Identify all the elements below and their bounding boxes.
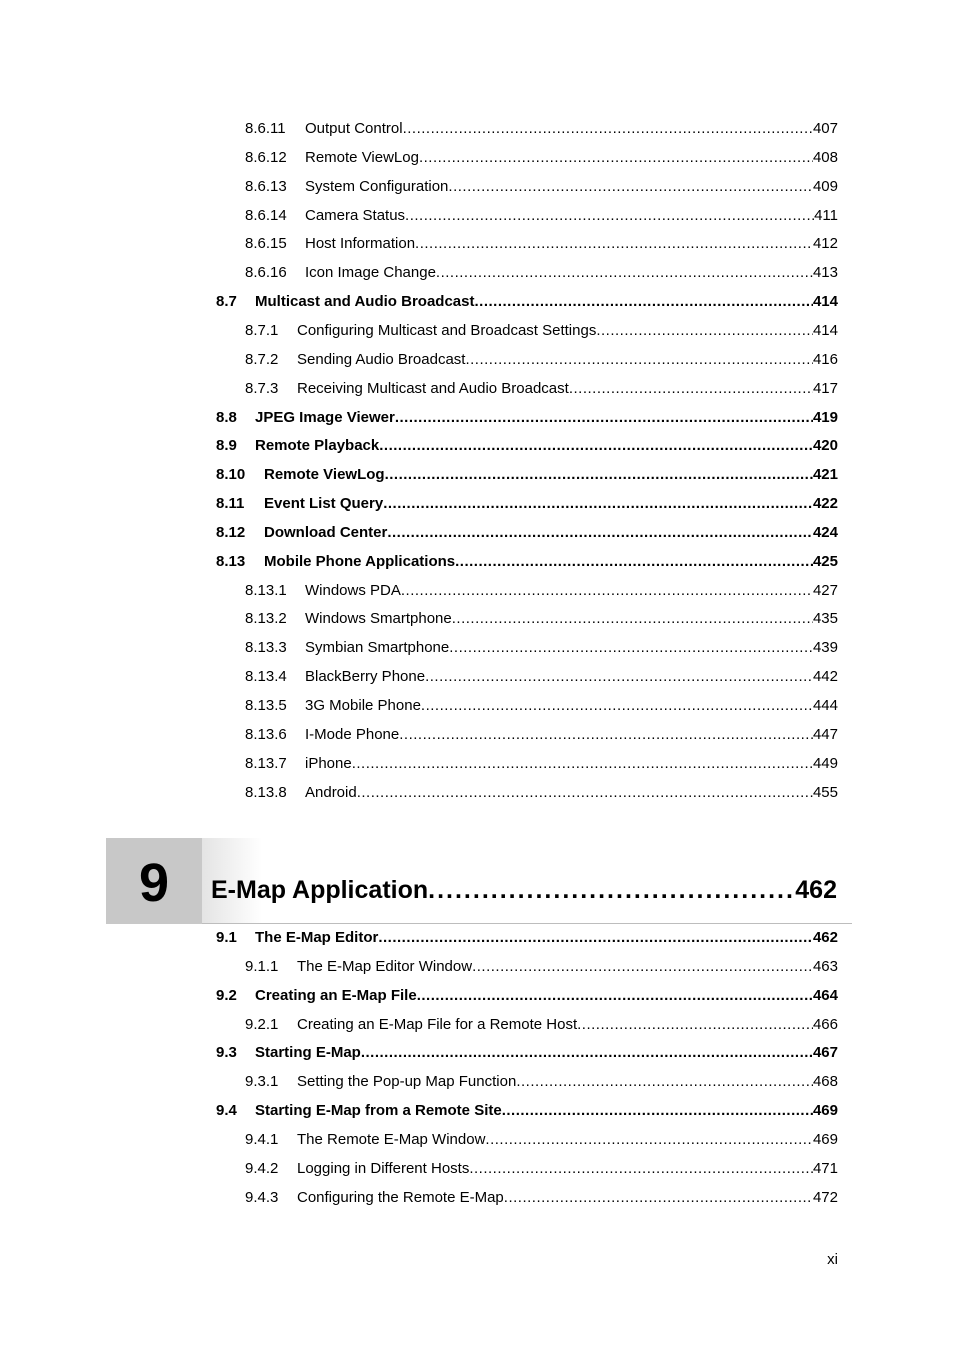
toc-entry[interactable] [245, 1187, 838, 1209]
toc-entry[interactable] [245, 637, 838, 659]
toc-entry-title: Remote Playback [255, 437, 380, 455]
leader-dots [469, 1158, 813, 1180]
toc-entry-title: Windows Smartphone [305, 610, 452, 628]
toc-entry-number: 8.13.3 [245, 639, 287, 657]
toc-entry-page: 435 [812, 610, 838, 628]
toc-entry-page: 409 [812, 177, 838, 195]
leader-dots [401, 580, 813, 602]
toc-entry-title: Configuring Multicast and Broadcast Settings [297, 321, 597, 339]
toc-entry-number: 8.7.3 [245, 379, 279, 397]
toc-entry[interactable] [216, 291, 838, 313]
leader-dots [577, 1014, 813, 1036]
toc-entry-page: 414 [812, 293, 838, 311]
leader-dots [455, 551, 813, 573]
leader-dots [425, 666, 813, 688]
leader-dots [385, 464, 813, 486]
toc-entry-number: 8.6.11 [245, 120, 286, 137]
toc-entry-number: 8.13.5 [245, 697, 287, 714]
toc-entry[interactable] [245, 233, 838, 255]
toc-entry-number: 8.7.1 [245, 321, 279, 339]
toc-entry-title: Creating an E-Map File for a Remote Host [297, 1015, 578, 1033]
toc-entry[interactable] [245, 666, 838, 688]
leader-dots [448, 176, 813, 198]
toc-entry[interactable] [245, 956, 838, 978]
toc-entry[interactable] [245, 378, 838, 400]
toc-entry[interactable] [245, 1158, 838, 1180]
toc-entry-number: 8.13.8 [245, 783, 287, 801]
toc-entry-title: Icon Image Change [305, 264, 436, 282]
leader-dots [387, 522, 813, 544]
toc-entry-title: Symbian Smartphone [305, 639, 450, 657]
toc-entry-page: 412 [812, 235, 838, 253]
chapter-number: 9 [138, 853, 170, 913]
toc-entry-page: 472 [812, 1188, 838, 1206]
leader-dots [474, 291, 812, 313]
toc-entry-title: Creating an E-Map File [255, 986, 417, 1004]
toc-entry-title: 3G Mobile Phone [305, 697, 421, 714]
leader-dots [419, 147, 813, 169]
toc-entry-title: The E-Map Editor Window [297, 957, 473, 975]
toc-entry-page: 471 [812, 1159, 838, 1177]
toc-entry[interactable] [216, 551, 838, 573]
toc-entry-title: Windows PDA [305, 581, 401, 599]
chapter-number-box [106, 838, 202, 924]
toc-entry[interactable] [245, 1014, 838, 1036]
toc-entry-number: 8.10 [216, 466, 246, 484]
toc-entry-number: 8.13.2 [245, 610, 287, 628]
toc-entry-page: 462 [812, 929, 838, 946]
leader-dots [417, 985, 813, 1007]
toc-entry-title: System Configuration [305, 177, 449, 195]
toc-entry-title: Configuring the Remote E-Map [297, 1188, 504, 1206]
toc-entry[interactable] [245, 205, 838, 227]
toc-entry-page: 442 [812, 668, 838, 686]
leader-dots [569, 378, 813, 400]
toc-entry-page: 408 [812, 148, 838, 166]
toc-entry-number: 9.3.1 [245, 1073, 279, 1091]
leader-dots [421, 695, 813, 717]
leader-dots [502, 1100, 813, 1122]
toc-entry-page: 425 [812, 552, 838, 570]
toc-entry-number: 9.4.3 [245, 1188, 279, 1206]
leader-dots [403, 118, 813, 140]
toc-entry-page: 407 [812, 120, 838, 137]
toc-entry-title: Event List Query [264, 495, 384, 513]
leader-dots [516, 1071, 813, 1093]
toc-entry-page: 463 [812, 957, 838, 975]
toc-entry-page: 439 [812, 639, 838, 657]
toc-entry-number: 9.4.2 [245, 1159, 279, 1177]
leader-dots [357, 782, 813, 804]
toc-entry-number: 8.7 [216, 293, 237, 311]
leader-dots [405, 205, 814, 227]
toc-entry-number: 9.3 [216, 1044, 237, 1062]
toc-entry[interactable] [216, 985, 838, 1007]
toc-entry-title: I-Mode Phone [305, 725, 400, 743]
toc-entry-page: 416 [812, 350, 838, 368]
toc-entry-page: 469 [812, 1130, 838, 1148]
chapter-page: 462 [795, 876, 837, 904]
toc-entry-number: 8.13.1 [245, 581, 287, 599]
toc-entry[interactable] [216, 407, 838, 429]
toc-entry-title: Mobile Phone Applications [264, 552, 456, 570]
leader-dots [472, 956, 813, 978]
toc-entry-page: 417 [812, 379, 838, 397]
toc-entry[interactable] [245, 1129, 838, 1151]
toc-entry-title: BlackBerry Phone [305, 668, 426, 686]
toc-entry-title: JPEG Image Viewer [255, 408, 395, 426]
toc-entry-title: Starting E-Map [255, 1044, 361, 1062]
toc-entry-page: 466 [812, 1015, 838, 1033]
toc-entry-title: Remote ViewLog [305, 148, 419, 166]
toc-entry-number: 9.2 [216, 986, 237, 1004]
toc-entry-page: 424 [812, 523, 838, 541]
toc-entry-page: 422 [812, 495, 838, 513]
toc-entry-page: 469 [812, 1102, 838, 1120]
toc-entry[interactable] [245, 753, 838, 775]
toc-entry-title: The E-Map Editor [255, 929, 379, 946]
toc-entry[interactable] [216, 464, 838, 486]
toc-entry-page: 414 [812, 321, 838, 339]
toc-entry-number: 8.6.14 [245, 206, 287, 224]
toc-entry-page: 411 [814, 206, 838, 224]
toc-entry-title: Starting E-Map from a Remote Site [255, 1102, 502, 1120]
toc-entry-number: 8.6.12 [245, 148, 287, 166]
leader-dots [485, 1129, 813, 1151]
toc-entry-page: 447 [812, 725, 838, 743]
footer-page-number: xi [827, 1251, 838, 1268]
leader-dots [449, 637, 813, 659]
toc-entry-title: Logging in Different Hosts [297, 1159, 470, 1177]
toc-entry[interactable] [245, 262, 838, 284]
toc-entry-page: 455 [812, 783, 838, 801]
toc-entry-title: The Remote E-Map Window [297, 1130, 486, 1148]
leader-dots [452, 608, 813, 630]
toc-entry-number: 8.6.16 [245, 264, 287, 282]
toc-entry[interactable] [245, 580, 838, 602]
chapter-title: E-Map Application [211, 876, 429, 904]
toc-entry[interactable] [216, 493, 838, 515]
toc-entry-number: 9.2.1 [245, 1015, 279, 1033]
toc-entry-page: 464 [812, 986, 838, 1004]
toc-entry-title: iPhone [305, 754, 352, 772]
toc-entry[interactable] [245, 608, 838, 630]
leader-dots [415, 233, 813, 255]
leader-dots [436, 262, 813, 284]
toc-entry-number: 9.4.1 [245, 1130, 279, 1148]
toc-entry-number: 8.6.13 [245, 177, 287, 195]
leader-dots [378, 927, 813, 949]
toc-entry[interactable] [245, 349, 838, 371]
toc-entry-title: Android [305, 783, 357, 801]
toc-entry-title: Remote ViewLog [264, 466, 385, 484]
toc-entry-page: 444 [812, 697, 838, 714]
toc-entry-number: 8.8 [216, 408, 237, 426]
toc-entry-page: 421 [812, 466, 838, 484]
toc-entry[interactable] [245, 1071, 838, 1093]
toc-entry[interactable] [216, 435, 838, 457]
toc-entry-page: 427 [812, 581, 838, 599]
toc-entry-title: Camera Status [305, 206, 406, 224]
toc-entry-number: 8.13.4 [245, 668, 287, 686]
toc-entry-page: 420 [812, 437, 838, 455]
toc-entry-number: 8.9 [216, 437, 237, 455]
toc-entry-number: 8.7.2 [245, 350, 279, 368]
toc-entry[interactable] [245, 724, 838, 746]
leader-dots [383, 493, 813, 515]
leader-dots [465, 349, 813, 371]
leader-dots [379, 435, 813, 457]
toc-entry-title: Receiving Multicast and Audio Broadcast [297, 379, 569, 397]
toc-entry-title: Setting the Pop-up Map Function [297, 1073, 517, 1091]
toc-entry[interactable] [245, 782, 838, 804]
toc-entry[interactable] [245, 320, 838, 342]
leader-dots [428, 876, 795, 905]
leader-dots [361, 1042, 813, 1064]
toc-entry[interactable] [216, 1042, 838, 1064]
toc-entry[interactable] [245, 695, 838, 717]
toc-entry-page: 468 [812, 1073, 838, 1091]
toc-entry-number: 9.1 [216, 929, 237, 946]
toc-entry-title: Download Center [264, 523, 388, 541]
leader-dots [395, 407, 813, 429]
toc-entry-page: 419 [812, 408, 838, 426]
toc-entry[interactable] [245, 147, 838, 169]
chapter-divider [202, 923, 852, 924]
leader-dots [504, 1187, 813, 1209]
toc-entry-title: Sending Audio Broadcast [297, 350, 466, 368]
toc-entry-title: Output Control [305, 120, 403, 137]
toc-entry-number: 8.6.15 [245, 235, 287, 253]
toc-entry-page: 413 [812, 264, 838, 282]
toc-entry[interactable] [216, 1100, 838, 1122]
leader-dots [399, 724, 813, 746]
toc-entry-title: Multicast and Audio Broadcast [255, 293, 475, 311]
toc-entry-number: 9.1.1 [245, 957, 279, 975]
leader-dots [352, 753, 813, 775]
toc-entry-number: 8.11 [216, 495, 245, 513]
toc-entry-number: 8.13 [216, 552, 246, 570]
toc-entry-number: 9.4 [216, 1102, 237, 1120]
toc-entry-page: 467 [812, 1044, 838, 1062]
toc-entry-number: 8.13.6 [245, 725, 287, 743]
toc-entry[interactable] [216, 927, 838, 949]
toc-entry[interactable] [216, 522, 838, 544]
toc-entry[interactable] [245, 176, 838, 198]
toc-entry-page: 449 [812, 754, 838, 772]
toc-entry-number: 8.13.7 [245, 754, 287, 772]
leader-dots [596, 320, 813, 342]
toc-entry-number: 8.12 [216, 523, 246, 541]
chapter-heading-link[interactable] [211, 876, 837, 912]
toc-entry[interactable] [245, 118, 838, 140]
toc-entry-title: Host Information [305, 235, 416, 253]
